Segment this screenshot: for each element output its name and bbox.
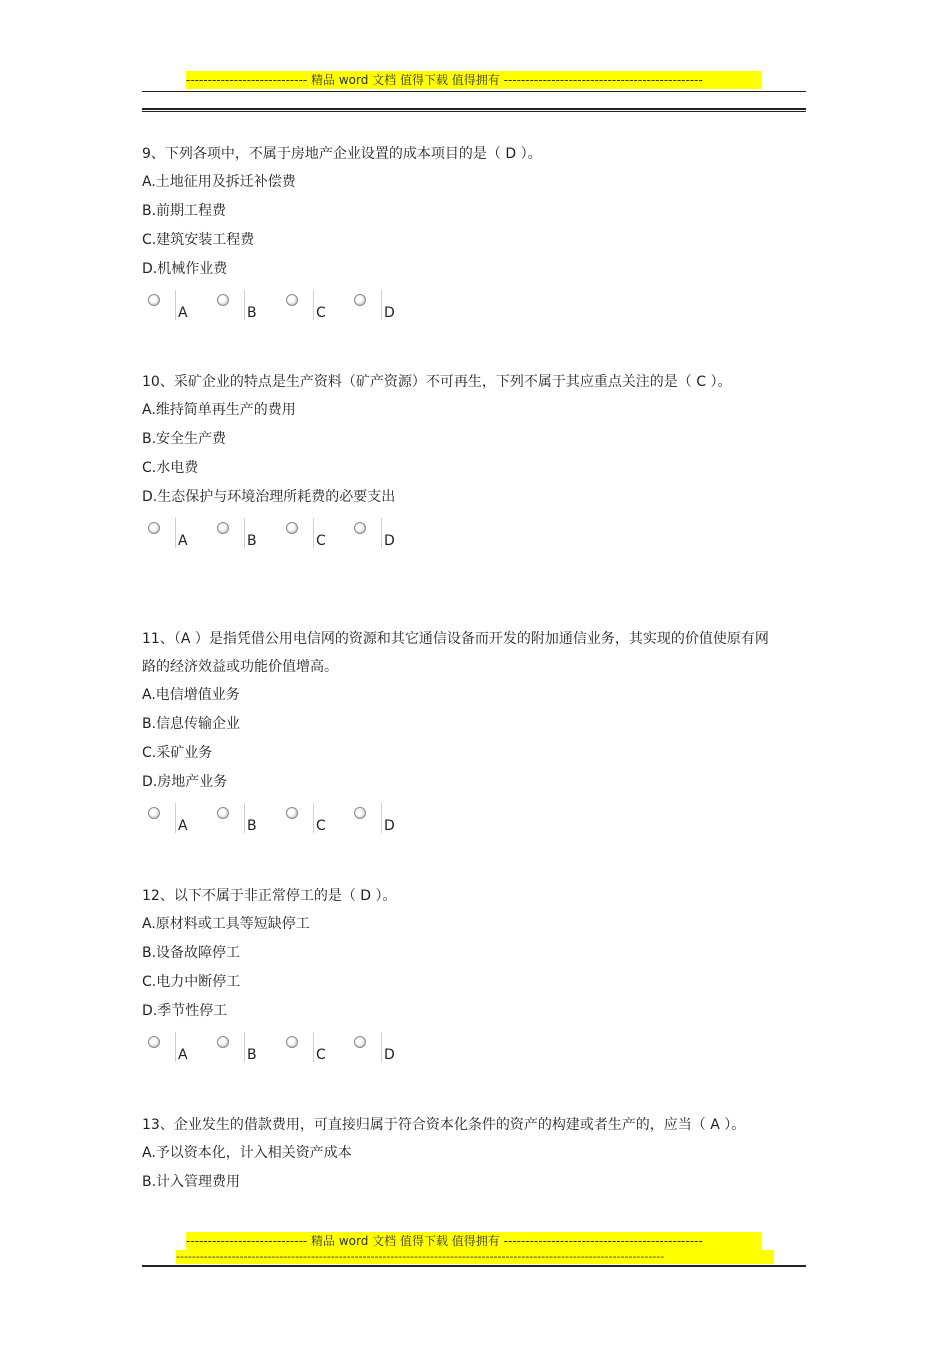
radio-label: B (247, 305, 257, 321)
question-12 (142, 882, 782, 1068)
radio-divider (313, 290, 314, 320)
radio-circle-icon (217, 522, 229, 534)
radio-divider (313, 518, 314, 548)
radio-circle-icon (354, 1036, 366, 1048)
radio-circle-icon (354, 807, 366, 819)
option-a: A.土地征用及拆迁补偿费 (142, 174, 296, 190)
header-rule (142, 91, 806, 92)
radio-label: B (247, 818, 257, 834)
radio-label: C (316, 818, 326, 834)
radio-label: A (178, 305, 188, 321)
radio-circle-icon (148, 807, 160, 819)
radio-label: D (384, 305, 395, 321)
radio-divider (175, 1032, 176, 1062)
option-d: D.机械作业费 (142, 261, 228, 277)
radio-divider (244, 518, 245, 548)
answer-radio-group (142, 290, 782, 326)
radio-divider (175, 803, 176, 833)
radio-divider (381, 803, 382, 833)
radio-divider (313, 803, 314, 833)
radio-label: B (247, 533, 257, 549)
option-b: B.信息传输企业 (142, 716, 241, 732)
radio-label: C (316, 533, 326, 549)
radio-label: D (384, 533, 395, 549)
option-a: A.维持简单再生产的费用 (142, 402, 296, 418)
option-b: B.安全生产费 (142, 431, 227, 447)
option-c: C.水电费 (142, 460, 199, 476)
option-b: B.计入管理费用 (142, 1174, 241, 1190)
footer-banner: ---------------------------- 精品 word 文档 值得下载 值得拥有 ---------------------------------------------- (186, 1232, 762, 1250)
radio-divider (175, 290, 176, 320)
header-double-rule-bottom (142, 111, 806, 112)
radio-divider (244, 1032, 245, 1062)
radio-divider (244, 803, 245, 833)
radio-divider (175, 518, 176, 548)
radio-divider (244, 290, 245, 320)
question-9 (142, 140, 782, 326)
footer-rule (142, 1265, 806, 1267)
option-a: A.电信增值业务 (142, 687, 240, 703)
radio-circle-icon (286, 807, 298, 819)
radio-circle-icon (148, 522, 160, 534)
radio-divider (381, 1032, 382, 1062)
radio-circle-icon (217, 807, 229, 819)
radio-circle-icon (148, 1036, 160, 1048)
radio-label: D (384, 1047, 395, 1063)
option-d: D.生态保护与环境治理所耗费的必要支出 (142, 489, 396, 505)
header-banner: ---------------------------- 精品 word 文档 值得下载 值得拥有 ---------------------------------------------- (186, 71, 762, 89)
option-c: C.采矿业务 (142, 745, 213, 761)
question-text: 13、企业发生的借款费用，可直接归属于符合资本化条件的资产的构建或者生产的，应当（ A ）。 (142, 1117, 746, 1133)
question-text: 10、采矿企业的特点是生产资料（矿产资源）不可再生，下列不属于其应重点关注的是（ C ）。 (142, 374, 732, 390)
radio-label: A (178, 1047, 188, 1063)
radio-circle-icon (148, 294, 160, 306)
option-a: A.予以资本化，计入相关资产成本 (142, 1145, 352, 1161)
answer-radio-group (142, 1032, 782, 1068)
question-11 (142, 625, 782, 839)
radio-label: D (384, 818, 395, 834)
question-text: 11、（A ）是指凭借公用电信网的资源和其它通信设备而开发的附加通信业务，其实现的价值使原有网路的经济效益或功能价值增高。 (142, 631, 769, 675)
answer-radio-group (142, 518, 782, 554)
radio-circle-icon (217, 1036, 229, 1048)
question-10 (142, 368, 782, 554)
radio-label: A (178, 818, 188, 834)
answer-radio-group (142, 803, 782, 839)
option-b: B.设备故障停工 (142, 945, 241, 961)
footer-banner-dashes: --------------------------------------------------------------------------------------------------------------------------- (176, 1250, 774, 1264)
radio-divider (381, 518, 382, 548)
option-d: D.房地产业务 (142, 774, 228, 790)
radio-circle-icon (354, 522, 366, 534)
option-c: C.建筑安装工程费 (142, 232, 255, 248)
radio-circle-icon (286, 1036, 298, 1048)
radio-circle-icon (286, 522, 298, 534)
radio-divider (313, 1032, 314, 1062)
question-text: 12、以下不属于非正常停工的是（ D ）。 (142, 888, 397, 904)
option-d: D.季节性停工 (142, 1003, 228, 1019)
radio-divider (381, 290, 382, 320)
radio-label: C (316, 305, 326, 321)
radio-label: B (247, 1047, 257, 1063)
question-text: 9、下列各项中，不属于房地产企业设置的成本项目的是（ D ）。 (142, 146, 542, 162)
option-a: A.原材料或工具等短缺停工 (142, 916, 310, 932)
radio-circle-icon (286, 294, 298, 306)
option-b: B.前期工程费 (142, 203, 227, 219)
radio-circle-icon (217, 294, 229, 306)
option-c: C.电力中断停工 (142, 974, 241, 990)
question-13 (142, 1111, 782, 1197)
radio-label: C (316, 1047, 326, 1063)
radio-label: A (178, 533, 188, 549)
header-double-rule-top (142, 108, 806, 110)
radio-circle-icon (354, 294, 366, 306)
